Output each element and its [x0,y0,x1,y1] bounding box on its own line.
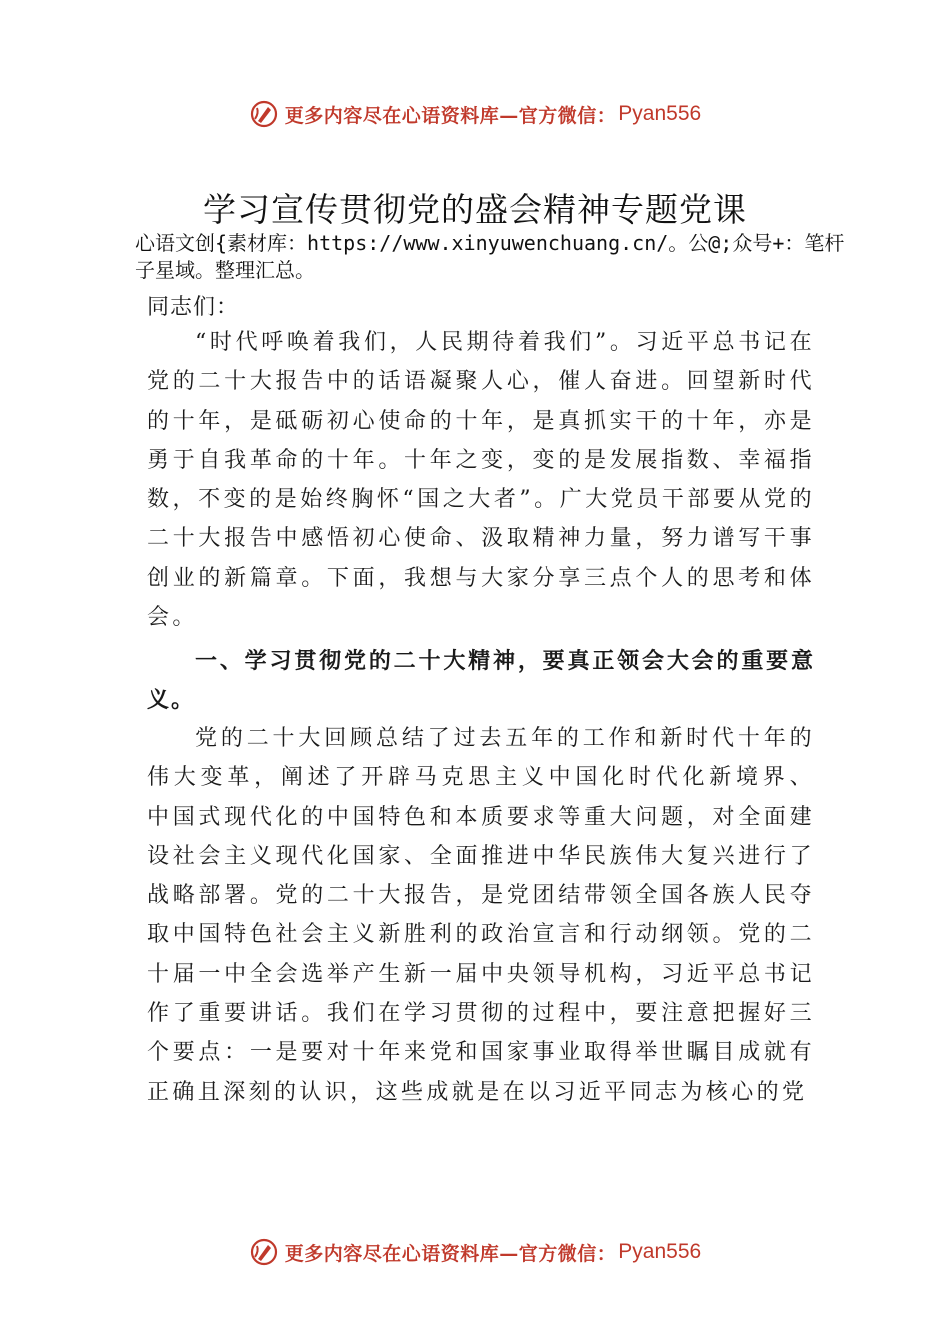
paragraph-1: “时代呼唤着我们，人民期待着我们”。习近平总书记在党的二十大报告中的话语凝聚人心，催人奋进。回望新时代的十年，是砥砺初心使命的十年，是真抓实干的十年，亦是勇于自我革命的十年。十年之变，变的是发展指数、幸福指数，不变的是始终胸怀“国之大者”。广大党员干部要从党的二十大报告中感悟初心使命、汲取精神力量，努力谱写干事创业的新篇章。下面，我想与大家分享三点个人的思考和体会。 [147,330,815,631]
pen-nib-logo-icon [249,1237,279,1267]
section-heading-1: 一、学习贯彻党的二十大精神，要真正领会大会的重要意义。 [147,649,815,714]
banner-text: 更多内容尽在心语资料库—官方微信： [284,104,617,127]
banner-text: 更多内容尽在心语资料库—官方微信： [284,1242,617,1265]
greeting: 同志们： [147,295,240,320]
wechat-id: Pyan556 [618,1240,702,1263]
document-title: 学习宣传贯彻党的盛会精神专题党课 [203,190,747,229]
header-banner [0,94,950,134]
source-line: 心语文创{素材库：https://www.xinyuwenchuang.cn/。公@;众号+：笔杆子星域。整理汇总。 [135,231,845,282]
paragraph-2: 党的二十大回顾总结了过去五年的工作和新时代十年的伟大变革，阐述了开辟马克思主义中国化时代化新境界、 中国式现代化的中国特色和本质要求等重大问题，对全面建设社会主义现代化国家、全面推进中华民族伟大复兴进行了战略部署。党的二十大报告，是党团结带领全国各族人民夺取中国特色社会主义新胜利的政治宣言和行动纲领。党的二十届一中全会选举产生新一届中央领导机构，习近平总书记作了重要讲话。我们在学习贯彻的过程中，要注意把握好三个要点：一是要对十年来党和国家事业取得举世瞩目成就有正确且深刻的认识，这些成就是在以习近平同志为核心的党 [147,726,815,1105]
footer-banner [0,1232,950,1272]
pen-nib-logo-icon [249,99,279,129]
wechat-id: Pyan556 [618,102,702,125]
